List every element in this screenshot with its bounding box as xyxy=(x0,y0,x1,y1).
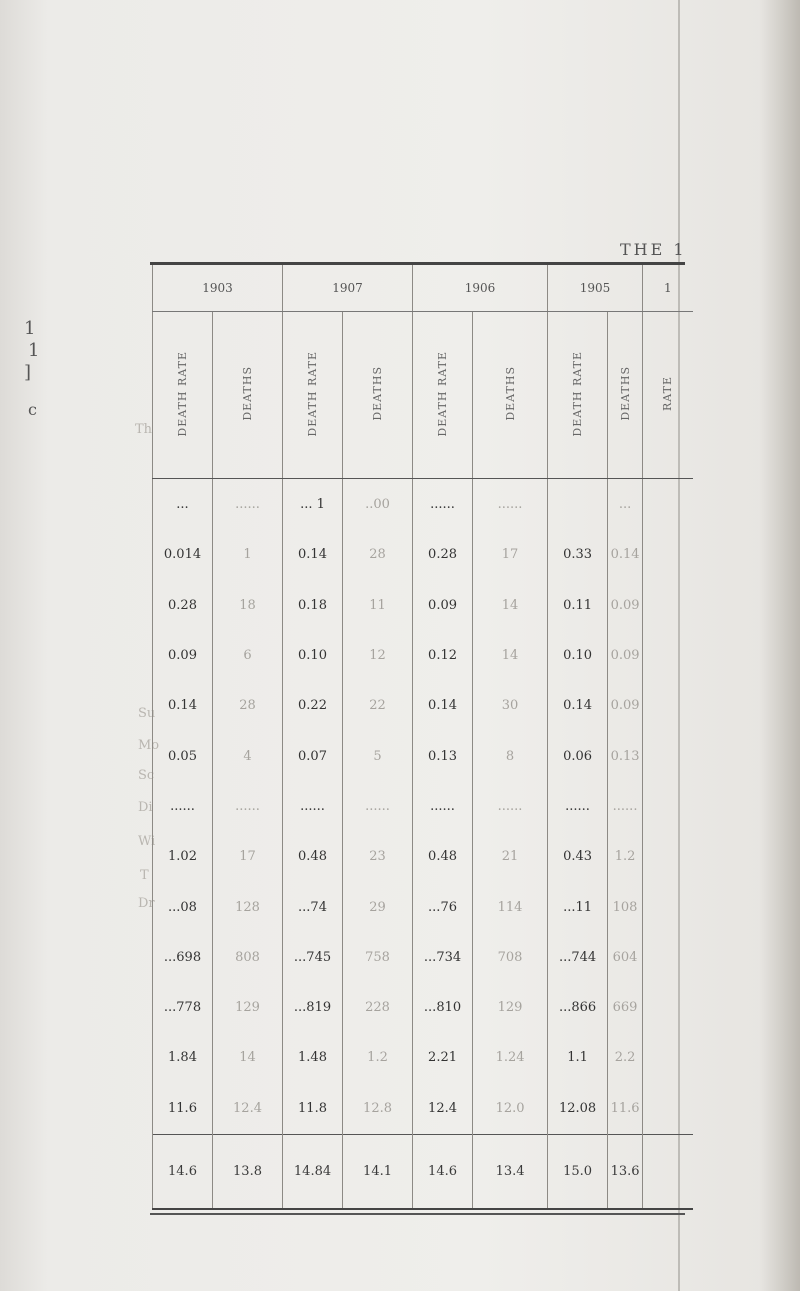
table-cell: 129 xyxy=(213,982,283,1032)
table-cell: 17 xyxy=(473,530,548,580)
subheader-label: DEATH RATE xyxy=(176,350,189,437)
table-cell: 0.09 xyxy=(608,580,643,630)
table-row xyxy=(153,781,693,831)
table-cell-empty xyxy=(643,832,693,882)
total-row xyxy=(153,1134,693,1209)
table-cell: 12.0 xyxy=(473,1083,548,1134)
table-row xyxy=(153,982,693,1032)
table-cell: ...698 xyxy=(153,932,213,982)
table-cell: 0.13 xyxy=(413,731,473,781)
table-cell: 0.14 xyxy=(283,530,343,580)
table-cell: ...... xyxy=(413,781,473,831)
table-cell: 0.14 xyxy=(548,681,608,731)
table-cell-empty xyxy=(643,580,693,630)
table-cell: 14 xyxy=(213,1033,283,1083)
table-cell: 1.24 xyxy=(473,1033,548,1083)
table-cell-empty xyxy=(643,882,693,932)
subheader-cell xyxy=(343,312,413,479)
table-cell-empty xyxy=(643,1033,693,1083)
table-cell: 0.28 xyxy=(153,580,213,630)
table-row xyxy=(153,530,693,580)
page-title: THE 1 xyxy=(620,240,687,259)
table-cell: 0.14 xyxy=(413,681,473,731)
total-cell: 13.4 xyxy=(473,1134,548,1209)
left-faint-mark: Sc xyxy=(138,768,155,783)
table-cell: 2.21 xyxy=(413,1033,473,1083)
total-cell: 15.0 xyxy=(548,1134,608,1209)
mortality-table xyxy=(152,265,693,1210)
table-cell: ...... xyxy=(608,781,643,831)
subheader-row xyxy=(153,312,693,479)
table-cell: 14 xyxy=(473,630,548,680)
table-cell: 114 xyxy=(473,882,548,932)
table-cell: 11.6 xyxy=(153,1083,213,1134)
table-cell: ...... xyxy=(213,479,283,530)
subheader-cell xyxy=(283,312,343,479)
table-cell-empty xyxy=(643,681,693,731)
table-cell: 1 xyxy=(213,530,283,580)
table-cell: 708 xyxy=(473,932,548,982)
table-row xyxy=(153,832,693,882)
subheader-cell xyxy=(643,312,693,479)
table-cell: 0.14 xyxy=(608,530,643,580)
table-cell: 4 xyxy=(213,731,283,781)
table-cell: 604 xyxy=(608,932,643,982)
total-cell: 14.1 xyxy=(343,1134,413,1209)
table-cell: 12.4 xyxy=(213,1083,283,1134)
table-cell: ...76 xyxy=(413,882,473,932)
left-faint-mark: Wi xyxy=(138,834,156,849)
left-mark: ] xyxy=(24,362,32,383)
bottom-rule xyxy=(150,1213,685,1215)
table-cell: ...745 xyxy=(283,932,343,982)
table-cell: ...... xyxy=(213,781,283,831)
table-cell: 12 xyxy=(343,630,413,680)
table-cell-empty xyxy=(643,479,693,530)
table-cell: 758 xyxy=(343,932,413,982)
table-cell: ...74 xyxy=(283,882,343,932)
subheader-cell xyxy=(213,312,283,479)
subheader-label: DEATHS xyxy=(371,366,385,421)
table-cell: 0.43 xyxy=(548,832,608,882)
table-cell: 2.2 xyxy=(608,1033,643,1083)
table-cell: 1.02 xyxy=(153,832,213,882)
table-cell: ..00 xyxy=(343,479,413,530)
left-faint-mark: T xyxy=(140,868,149,883)
table-cell: ...11 xyxy=(548,882,608,932)
table-cell-empty xyxy=(643,630,693,680)
table-cell: 808 xyxy=(213,932,283,982)
table-cell: ...819 xyxy=(283,982,343,1032)
table-cell-empty xyxy=(643,731,693,781)
table-row xyxy=(153,1033,693,1083)
year-header-row xyxy=(153,265,693,312)
table-cell: 669 xyxy=(608,982,643,1032)
table-row xyxy=(153,731,693,781)
table-cell: ...... xyxy=(413,479,473,530)
table-cell: 17 xyxy=(213,832,283,882)
table-cell: 129 xyxy=(473,982,548,1032)
table-cell: ...866 xyxy=(548,982,608,1032)
table-cell: 0.22 xyxy=(283,681,343,731)
table-row xyxy=(153,630,693,680)
subheader-label: DEATH RATE xyxy=(436,350,450,437)
year-header: 1905 xyxy=(548,265,643,312)
left-faint-mark: Th xyxy=(135,422,153,437)
table-cell: ... xyxy=(153,479,213,530)
table-cell: 1.2 xyxy=(343,1033,413,1083)
table-cell: 0.014 xyxy=(153,530,213,580)
table-body xyxy=(153,479,693,1209)
table-cell: ...... xyxy=(283,781,343,831)
table-cell-empty xyxy=(643,1083,693,1134)
table-cell: 228 xyxy=(343,982,413,1032)
subheader-label: DEATH RATE xyxy=(306,350,320,437)
table-cell: 0.10 xyxy=(283,630,343,680)
table-cell: 0.18 xyxy=(283,580,343,630)
table-cell: 0.07 xyxy=(283,731,343,781)
table-cell: 28 xyxy=(213,681,283,731)
table-cell: 1.1 xyxy=(548,1033,608,1083)
table-cell-empty xyxy=(643,932,693,982)
table-cell: ... xyxy=(608,479,643,530)
total-cell-empty xyxy=(643,1134,693,1209)
table-cell-empty xyxy=(643,781,693,831)
left-mark: c xyxy=(28,400,37,419)
table-cell: 0.09 xyxy=(153,630,213,680)
table-cell: 28 xyxy=(343,530,413,580)
table-cell: 0.09 xyxy=(608,630,643,680)
table-cell: ...810 xyxy=(413,982,473,1032)
table-cell: 11.6 xyxy=(608,1083,643,1134)
year-header: 1907 xyxy=(283,265,413,312)
table-cell-empty xyxy=(643,530,693,580)
table-cell: 0.11 xyxy=(548,580,608,630)
table-cell: 12.8 xyxy=(343,1083,413,1134)
total-cell: 14.84 xyxy=(283,1134,343,1209)
table-cell: 12.08 xyxy=(548,1083,608,1134)
table-cell: 0.33 xyxy=(548,530,608,580)
table-cell: 23 xyxy=(343,832,413,882)
subheader-label: DEATH RATE xyxy=(571,350,585,437)
table-cell: ...... xyxy=(343,781,413,831)
table-cell: 0.14 xyxy=(153,681,213,731)
table-cell: 11 xyxy=(343,580,413,630)
subheader-cell xyxy=(548,312,608,479)
subheader-cell xyxy=(608,312,643,479)
left-faint-mark: Mo xyxy=(138,738,160,753)
table-row xyxy=(153,1083,693,1134)
table-cell: 128 xyxy=(213,882,283,932)
table-row xyxy=(153,580,693,630)
table-cell: 22 xyxy=(343,681,413,731)
year-header: 1906 xyxy=(413,265,548,312)
table-cell: 0.05 xyxy=(153,731,213,781)
subheader-label: DEATHS xyxy=(618,366,632,421)
table-cell: ...744 xyxy=(548,932,608,982)
total-cell: 13.6 xyxy=(608,1134,643,1209)
left-faint-mark: Dr xyxy=(138,896,155,911)
table-cell: ...... xyxy=(153,781,213,831)
left-faint-mark: Su xyxy=(138,706,156,721)
table-cell: 1.84 xyxy=(153,1033,213,1083)
table-cell: 21 xyxy=(473,832,548,882)
table-cell: 0.48 xyxy=(283,832,343,882)
subheader-cell xyxy=(473,312,548,479)
table-cell: 11.8 xyxy=(283,1083,343,1134)
table-cell: ...... xyxy=(473,781,548,831)
left-faint-mark: Di xyxy=(138,800,153,815)
subheader-cell xyxy=(153,312,213,479)
table-cell: 14 xyxy=(473,580,548,630)
table-cell xyxy=(548,479,608,530)
table-cell: 0.10 xyxy=(548,630,608,680)
table-cell: 0.12 xyxy=(413,630,473,680)
total-cell: 14.6 xyxy=(153,1134,213,1209)
table-row xyxy=(153,681,693,731)
left-mark: 1 xyxy=(24,318,36,339)
table-cell: ...... xyxy=(473,479,548,530)
page-edge-shadow xyxy=(760,0,800,1291)
table-cell: 8 xyxy=(473,731,548,781)
table-cell: ...08 xyxy=(153,882,213,932)
left-mark: 1 xyxy=(28,340,40,361)
table-cell: 0.06 xyxy=(548,731,608,781)
table-cell: ...734 xyxy=(413,932,473,982)
table-cell: 30 xyxy=(473,681,548,731)
total-cell: 14.6 xyxy=(413,1134,473,1209)
table-cell: 0.13 xyxy=(608,731,643,781)
subheader-label: DEATHS xyxy=(503,366,517,421)
table-cell: 0.48 xyxy=(413,832,473,882)
table-cell-empty xyxy=(643,982,693,1032)
table-cell: 1.2 xyxy=(608,832,643,882)
table-cell: ... 1 xyxy=(283,479,343,530)
table-cell: 1.48 xyxy=(283,1033,343,1083)
table-cell: ...778 xyxy=(153,982,213,1032)
table-cell: 6 xyxy=(213,630,283,680)
table-cell: 108 xyxy=(608,882,643,932)
subheader-label: DEATHS xyxy=(241,366,254,421)
year-header: 1903 xyxy=(153,265,283,312)
table-cell: 12.4 xyxy=(413,1083,473,1134)
year-header: 1 xyxy=(643,265,693,312)
table-cell: 5 xyxy=(343,731,413,781)
subheader-cell xyxy=(413,312,473,479)
total-cell: 13.8 xyxy=(213,1134,283,1209)
table-cell: ...... xyxy=(548,781,608,831)
table-cell: 0.09 xyxy=(608,681,643,731)
table-cell: 0.28 xyxy=(413,530,473,580)
table-cell: 29 xyxy=(343,882,413,932)
table-row xyxy=(153,479,693,530)
table-row xyxy=(153,882,693,932)
table-cell: 18 xyxy=(213,580,283,630)
subheader-label: RATE xyxy=(661,375,675,411)
table-cell: 0.09 xyxy=(413,580,473,630)
table-row xyxy=(153,932,693,982)
